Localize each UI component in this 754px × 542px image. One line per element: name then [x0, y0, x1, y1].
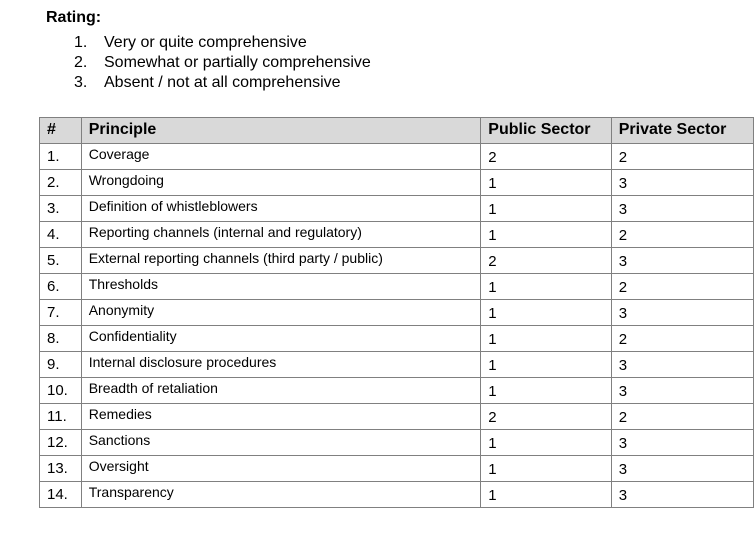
row-principle: Reporting channels (internal and regulatory)	[81, 222, 481, 248]
row-public-sector: 1	[481, 430, 611, 456]
row-public-sector: 2	[481, 404, 611, 430]
row-principle: Transparency	[81, 482, 481, 508]
row-number: 14.	[40, 482, 82, 508]
table-row	[40, 170, 754, 196]
row-number: 9.	[40, 352, 82, 378]
row-private-sector: 3	[611, 456, 753, 482]
row-principle: External reporting channels (third party / public)	[81, 248, 481, 274]
table-row	[40, 300, 754, 326]
row-number: 3.	[40, 196, 82, 222]
row-private-sector: 3	[611, 196, 753, 222]
row-private-sector: 2	[611, 144, 753, 170]
row-public-sector: 1	[481, 482, 611, 508]
row-number: 8.	[40, 326, 82, 352]
row-number: 2.	[40, 170, 82, 196]
row-principle: Definition of whistleblowers	[81, 196, 481, 222]
row-public-sector: 1	[481, 300, 611, 326]
table-row	[40, 274, 754, 300]
row-public-sector: 1	[481, 352, 611, 378]
header-public-sector: Public Sector	[481, 118, 611, 144]
rating-list	[74, 33, 371, 93]
table-row	[40, 144, 754, 170]
row-private-sector: 2	[611, 222, 753, 248]
row-number: 7.	[40, 300, 82, 326]
header-private-sector: Private Sector	[611, 118, 753, 144]
row-public-sector: 1	[481, 378, 611, 404]
row-private-sector: 3	[611, 300, 753, 326]
row-principle: Sanctions	[81, 430, 481, 456]
row-principle: Confidentiality	[81, 326, 481, 352]
principles-table	[39, 117, 754, 508]
row-principle: Internal disclosure procedures	[81, 352, 481, 378]
row-private-sector: 2	[611, 404, 753, 430]
table-body	[40, 144, 754, 508]
table-row	[40, 456, 754, 482]
table-row	[40, 482, 754, 508]
table-row	[40, 404, 754, 430]
row-private-sector: 3	[611, 482, 753, 508]
row-private-sector: 3	[611, 430, 753, 456]
row-private-sector: 3	[611, 248, 753, 274]
row-principle: Wrongdoing	[81, 170, 481, 196]
header-principle: Principle	[81, 118, 481, 144]
row-public-sector: 2	[481, 248, 611, 274]
rating-item-label: Somewhat or partially comprehensive	[104, 54, 371, 71]
table-row	[40, 326, 754, 352]
row-public-sector: 2	[481, 144, 611, 170]
row-number: 6.	[40, 274, 82, 300]
row-private-sector: 2	[611, 274, 753, 300]
rating-heading: Rating:	[46, 9, 102, 26]
table-row	[40, 248, 754, 274]
rating-item	[74, 73, 371, 93]
rating-item-label: Absent / not at all comprehensive	[104, 74, 341, 91]
table-header-row	[40, 118, 754, 144]
row-principle: Thresholds	[81, 274, 481, 300]
header-number: #	[40, 118, 82, 144]
row-principle: Anonymity	[81, 300, 481, 326]
rating-item-number: 1.	[74, 34, 88, 51]
row-private-sector: 2	[611, 326, 753, 352]
row-number: 12.	[40, 430, 82, 456]
rating-item	[74, 53, 371, 73]
row-number: 10.	[40, 378, 82, 404]
table-row	[40, 352, 754, 378]
rating-item-number: 2.	[74, 54, 88, 71]
rating-item-label: Very or quite comprehensive	[104, 34, 307, 51]
rating-item	[74, 33, 371, 53]
row-public-sector: 1	[481, 326, 611, 352]
table-row	[40, 222, 754, 248]
row-number: 13.	[40, 456, 82, 482]
row-private-sector: 3	[611, 378, 753, 404]
row-principle: Breadth of retaliation	[81, 378, 481, 404]
rating-item-number: 3.	[74, 74, 88, 91]
table-row	[40, 196, 754, 222]
row-public-sector: 1	[481, 274, 611, 300]
table-row	[40, 378, 754, 404]
table-row	[40, 430, 754, 456]
row-number: 1.	[40, 144, 82, 170]
row-number: 11.	[40, 404, 82, 430]
row-public-sector: 1	[481, 196, 611, 222]
row-private-sector: 3	[611, 170, 753, 196]
row-number: 5.	[40, 248, 82, 274]
row-principle: Oversight	[81, 456, 481, 482]
row-private-sector: 3	[611, 352, 753, 378]
row-public-sector: 1	[481, 222, 611, 248]
row-public-sector: 1	[481, 170, 611, 196]
row-principle: Coverage	[81, 144, 481, 170]
row-public-sector: 1	[481, 456, 611, 482]
row-number: 4.	[40, 222, 82, 248]
row-principle: Remedies	[81, 404, 481, 430]
